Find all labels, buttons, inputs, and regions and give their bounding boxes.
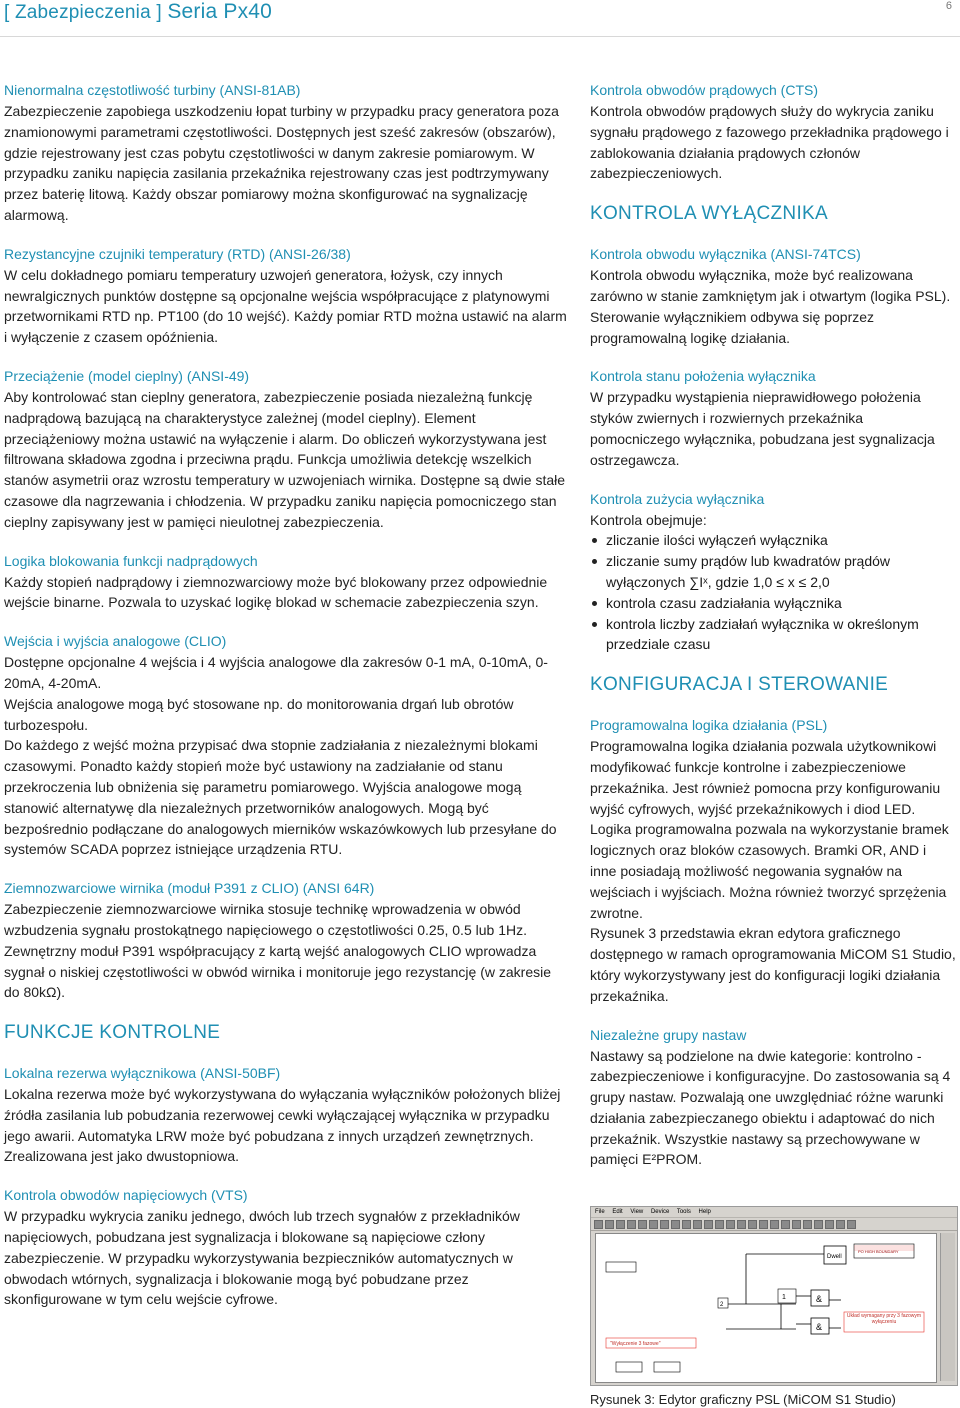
toolbar-icon	[781, 1220, 790, 1229]
section-74tcs	[590, 244, 956, 348]
section-clio	[4, 631, 570, 860]
toolbar-icon	[704, 1220, 713, 1229]
header-section: Zabezpieczenia	[14, 2, 151, 23]
toolbar-icon	[693, 1220, 702, 1229]
section-81ab	[4, 80, 570, 226]
toolbar-icon	[715, 1220, 724, 1229]
section-64r	[4, 878, 570, 1003]
list-item: kontrola czasu zadziałania wyłącznika	[606, 593, 956, 614]
toolbar-icon	[638, 1220, 647, 1229]
timer-block	[778, 1289, 796, 1303]
section-heading: Kontrola zużycia wyłącznika	[590, 490, 765, 507]
header-title	[4, 0, 272, 24]
editor-canvas	[595, 1233, 937, 1383]
toolbar-icon	[759, 1220, 768, 1229]
section-body: Nastawy są podzielone na dwie kategorie: kontrolno - zabezpieczeniowe i konfiguracyjne. Do zastosowania są 4 grupy nastaw. Pozwalają one uwzględniać różne warunki działania zabezpieczanego obiektu i adaptować do nich przekaźnik. Wszystkie nastawy są przechowywane w pamięci E²PROM.	[590, 1047, 951, 1168]
toolbar-icon	[770, 1220, 779, 1229]
timer-label: 1	[782, 1294, 786, 1301]
bracket-close: ]	[156, 2, 162, 23]
toolbar-icon	[616, 1220, 625, 1229]
dwell-label: Dwell	[827, 1254, 842, 1260]
toolbar-icon	[836, 1220, 845, 1229]
toolbar-icon	[737, 1220, 746, 1229]
toolbar-icon	[671, 1220, 680, 1229]
toolbar-icon	[748, 1220, 757, 1229]
section-body: Logika programowalna pozwala na wykorzystanie bramek logicznych oraz bloków czasowych. Bramki OR, AND i inne posiadają możliwość negowania sygnałów na wejściach i wyjściach. Można również tworzyć sprzężenia zwrotne.	[590, 821, 949, 921]
logic-diagram	[596, 1234, 936, 1382]
toolbar-icon	[649, 1220, 658, 1229]
section-body: Kontrola obwodu wyłącznika, może być realizowana zarówno w stanie zamkniętym jak i otwartym (logika PSL). Sterowanie wyłącznikiem odbywa się poprzez programowalną logikę działania.	[590, 267, 951, 346]
section-heading: Ziemnozwarciowe wirnika (moduł P391 z CLIO) (ANSI 64R)	[4, 880, 375, 897]
toolbar-icon	[605, 1220, 614, 1229]
figure-caption: Rysunek 3: Edytor graficzny PSL (MiCOM S1 Studio)	[590, 1392, 896, 1407]
section-body: Aby kontrolować stan cieplny generatora, zabezpieczenie posiada niezależną funkcję nadprądową bazującą na charakterystyce zależnej (model cieplny). Element przeciążeniowy można ustawić na wyłączenie i alarm. Do obliczeń wykorzystywana jest filtrowana składowa zgodna i przeciwna prądu. Funkcja umożliwia detekcję wszelkich stanów asymetrii oraz wzrostu temperatury w uzwojeniach wirnika. Dostępne są dwie stałe czasowe dla nagrzewania i chłodzenia. W przypadku zaniku napięcia pomocniczego stan cieplny zapisywany jest w pamięci nieulotnej zabezpieczenia.	[4, 388, 566, 530]
section-body: Zabezpieczenie ziemnozwarciowe wirnika stosuje technikę wprowadzenia w obwód wzbudzenia sygnału prostokątnego napięciowego o częstotliwości 0.25, 0.5 lub 1Hz. Zewnętrzny moduł P391 współpracujący z kartą wejść analogowych CLIO wprowadza sygnał o niskiej częstotliwości w obwód wirnika i monitoruje jego rezystancję (w zakresie do 80kΩ).	[4, 901, 551, 1001]
section-body: Każdy stopień nadprądowy i ziemnozwarciowy może być blokowany przez odpowiednie wejście binarne. Pozwala to uzyskać logikę blokad w schemacie zabezpieczenia szyn.	[4, 573, 548, 611]
input-pad-label: 2	[720, 1302, 724, 1308]
output-box-label: PO HIGH BOUNDARY	[858, 1249, 899, 1254]
big-heading-kontrola: KONTROLA WYŁĄCZNIKA	[590, 203, 828, 225]
list-item: kontrola liczby zadziałań wyłącznika w określonym przedziale czasu	[606, 614, 956, 656]
toolbar-icon	[682, 1220, 691, 1229]
note-text: "Wyłączenie 3 fazowe"	[610, 1341, 661, 1347]
section-blocking	[4, 551, 570, 614]
section-body: Programowalna logika działania pozwala użytkownikowi modyfikować funkcje kontrolne i zabezpieczeniowe przekaźnika. Jest również pomocna przy konfigurowaniu wyjść cyfrowych, wyjść przekaźnikowych i diod LED.	[590, 738, 941, 817]
toolbar-icon	[825, 1220, 834, 1229]
section-body: Rysunek 3 przedstawia ekran edytora graficznego dostępnego w ramach oprogramowania MiCOM S1 Studio, który wykorzystywany jest do konfiguracji logiki działania przekaźnika.	[590, 925, 956, 1004]
section-body: W celu dokładnego pomiaru temperatury uzwojeń generatora, łożysk, czy innych newralgicznych punktów dostępne są opcjonalne wejścia współpracujące z platynowymi przetwornikami RTD np. PT100 (do 10 wejść). Każdy pomiar RTD można ustawić na alarm i wyłączenie z czasem opóźnienia.	[4, 266, 567, 346]
section-heading: Niezależne grupy nastaw	[590, 1026, 747, 1043]
section-thermal	[4, 366, 570, 533]
menu-item: View	[630, 1209, 644, 1215]
section-body: W przypadku wykrycia zaniku jednego, dwóch lub trzech sygnałów z przekładników napięciowych, pobudzana jest sygnalizacja i blokowane są napięciowe człony zabezpieczenie. W przypadku wykorzystywania bezpieczników automatycznych w obwodach wtórnych, sygnalizacja i blokowanie mogą być pobudzane przez skonfigurowane w tym celu wejście cyfrowe.	[4, 1208, 520, 1308]
right-column	[590, 80, 956, 1188]
editor-menubar	[591, 1207, 957, 1218]
list-item: zliczanie sumy prądów lub kwadratów prądów wyłączonych ∑Iˣ, gdzie 1,0 ≤ x ≤ 2,0	[606, 551, 956, 593]
menu-item: Device	[650, 1209, 670, 1215]
section-vts	[4, 1185, 570, 1310]
section-body: Wejścia analogowe mogą być stosowane np. do monitorowania drgań lub obrotów turbozespołu.	[4, 695, 514, 733]
section-wear	[590, 489, 956, 656]
section-body: Do każdego z wejść można przypisać dwa stopnie zadziałania z niezależnymi blokami czasowymi. Ponadto każdy stopień może być ustawiony na zadziałanie od stanu przekroczenia lub obniżenia się parametru pomiarowego. Wyjścia analogowe mogą stanowić alternatywę dla niezależnych przetworników analogowych. Mogą być bezpośrednio podłączane do analogowych mierników wskazówkowych lub przesyłane do systemów SCADA poprzez istniejące urządzenia RTU.	[4, 737, 557, 858]
toolbar-icon	[847, 1220, 856, 1229]
section-body: Kontrola obwodów prądowych służy do wykrycia zaniku sygnału prądowego z fazowego przekładnika prądowego i zablokowania działania prądowych członów zabezpieczeniowych.	[590, 103, 949, 182]
section-rtd	[4, 244, 570, 348]
section-heading: Przeciążenie (model cieplny) (ANSI-49)	[4, 367, 250, 384]
section-heading: Lokalna rezerwa wyłącznikowa (ANSI-50BF)	[4, 1065, 281, 1082]
section-heading: Programowalna logika działania (PSL)	[590, 717, 828, 734]
section-heading: Rezystancyjne czujniki temperatury (RTD) (ANSI-26/38)	[4, 245, 351, 262]
menu-item: Edit	[612, 1209, 623, 1215]
toolbar-icon	[660, 1220, 669, 1229]
section-heading: Logika blokowania funkcji nadprądowych	[4, 552, 258, 569]
section-cts	[590, 80, 956, 184]
section-intro: Kontrola obejmuje:	[590, 511, 707, 528]
toolbar-icon	[594, 1220, 603, 1229]
section-heading: Kontrola obwodów napięciowych (VTS)	[4, 1187, 248, 1204]
section-body: Dostępne opcjonalne 4 wejścia i 4 wyjścia analogowe dla zakresów 0-1 mA, 0-10mA, 0-20mA, 4-20mA.	[4, 654, 548, 691]
wear-list	[590, 530, 956, 655]
section-heading: Wejścia i wyjścia analogowe (CLIO)	[4, 633, 227, 650]
editor-scrollbar[interactable]	[940, 1233, 955, 1381]
section-heading: Kontrola obwodów prądowych (CTS)	[590, 82, 818, 98]
big-heading-funkcje: FUNKCJE KONTROLNE	[4, 1022, 221, 1044]
toolbar-icon	[792, 1220, 801, 1229]
menu-item: Help	[698, 1209, 711, 1215]
and-gate-label: &	[816, 1294, 823, 1304]
toolbar-icon	[814, 1220, 823, 1229]
section-body: Zabezpieczenie zapobiega uszkodzeniu łopat turbiny w przypadku pracy generatora poza znamionowymi parametrami częstotliwości. Dostępnych jest sześć zakresów (obszarów), gdzie rejestrowany jest czas pobytu częstotliwości w danym zakresie pomiarowym. W przypadku zaniku napięcia zasilania przekaźnika rejestrowany czas jest podtrzymywany przez baterię litową. Każdy obszar pomiarowy można skonfigurować na sygnalizację alarmową.	[4, 103, 559, 223]
comment-text: Układ wymagany przy 3 fazowym wyłączeniu	[846, 1313, 922, 1325]
section-heading: Kontrola stanu położenia wyłącznika	[590, 368, 816, 385]
and-gate-label: &	[816, 1322, 823, 1332]
section-50bf	[4, 1063, 570, 1167]
bracket-open: [	[4, 2, 10, 23]
section-psl	[590, 715, 956, 1006]
page-number: 6	[945, 0, 952, 12]
page-header	[0, 0, 960, 36]
menu-item: File	[595, 1209, 605, 1215]
header-series: Seria Px40	[167, 0, 273, 23]
section-body: Lokalna rezerwa może być wykorzystywana do wyłączania wyłączników położonych bliżej źródła zasilania lub pobudzania rezerwowej cewki wyłączającej wyłącznika w przypadku jego awarii. Automatyka LRW może być pobudzana z innych urządzeń zewnętrznych. Zrealizowana jest jako dwustopniowa.	[4, 1086, 561, 1165]
toolbar-icon	[726, 1220, 735, 1229]
section-heading: Nienormalna częstotliwość turbiny (ANSI-81AB)	[4, 82, 301, 98]
editor-body	[591, 1231, 957, 1385]
section-position	[590, 366, 956, 470]
list-item: zliczanie ilości wyłączeń wyłącznika	[606, 530, 956, 551]
big-heading-konfiguracja: KONFIGURACJA I STEROWANIE	[590, 674, 889, 696]
header-rule	[0, 36, 960, 37]
psl-editor-screenshot	[590, 1206, 958, 1386]
menu-item: Tools	[676, 1209, 691, 1215]
section-body: W przypadku wystąpienia nieprawidłowego położenia styków zwiernych i rozwiernych przekaźnika pomocniczego wyłącznika, pobudzana jest sygnalizacja ostrzegawcza.	[590, 389, 935, 468]
editor-toolbar	[591, 1218, 957, 1231]
section-groups	[590, 1025, 956, 1171]
left-column	[4, 80, 570, 1328]
toolbar-icon	[627, 1220, 636, 1229]
section-heading: Kontrola obwodu wyłącznika (ANSI-74TCS)	[590, 246, 861, 263]
toolbar-icon	[803, 1220, 812, 1229]
